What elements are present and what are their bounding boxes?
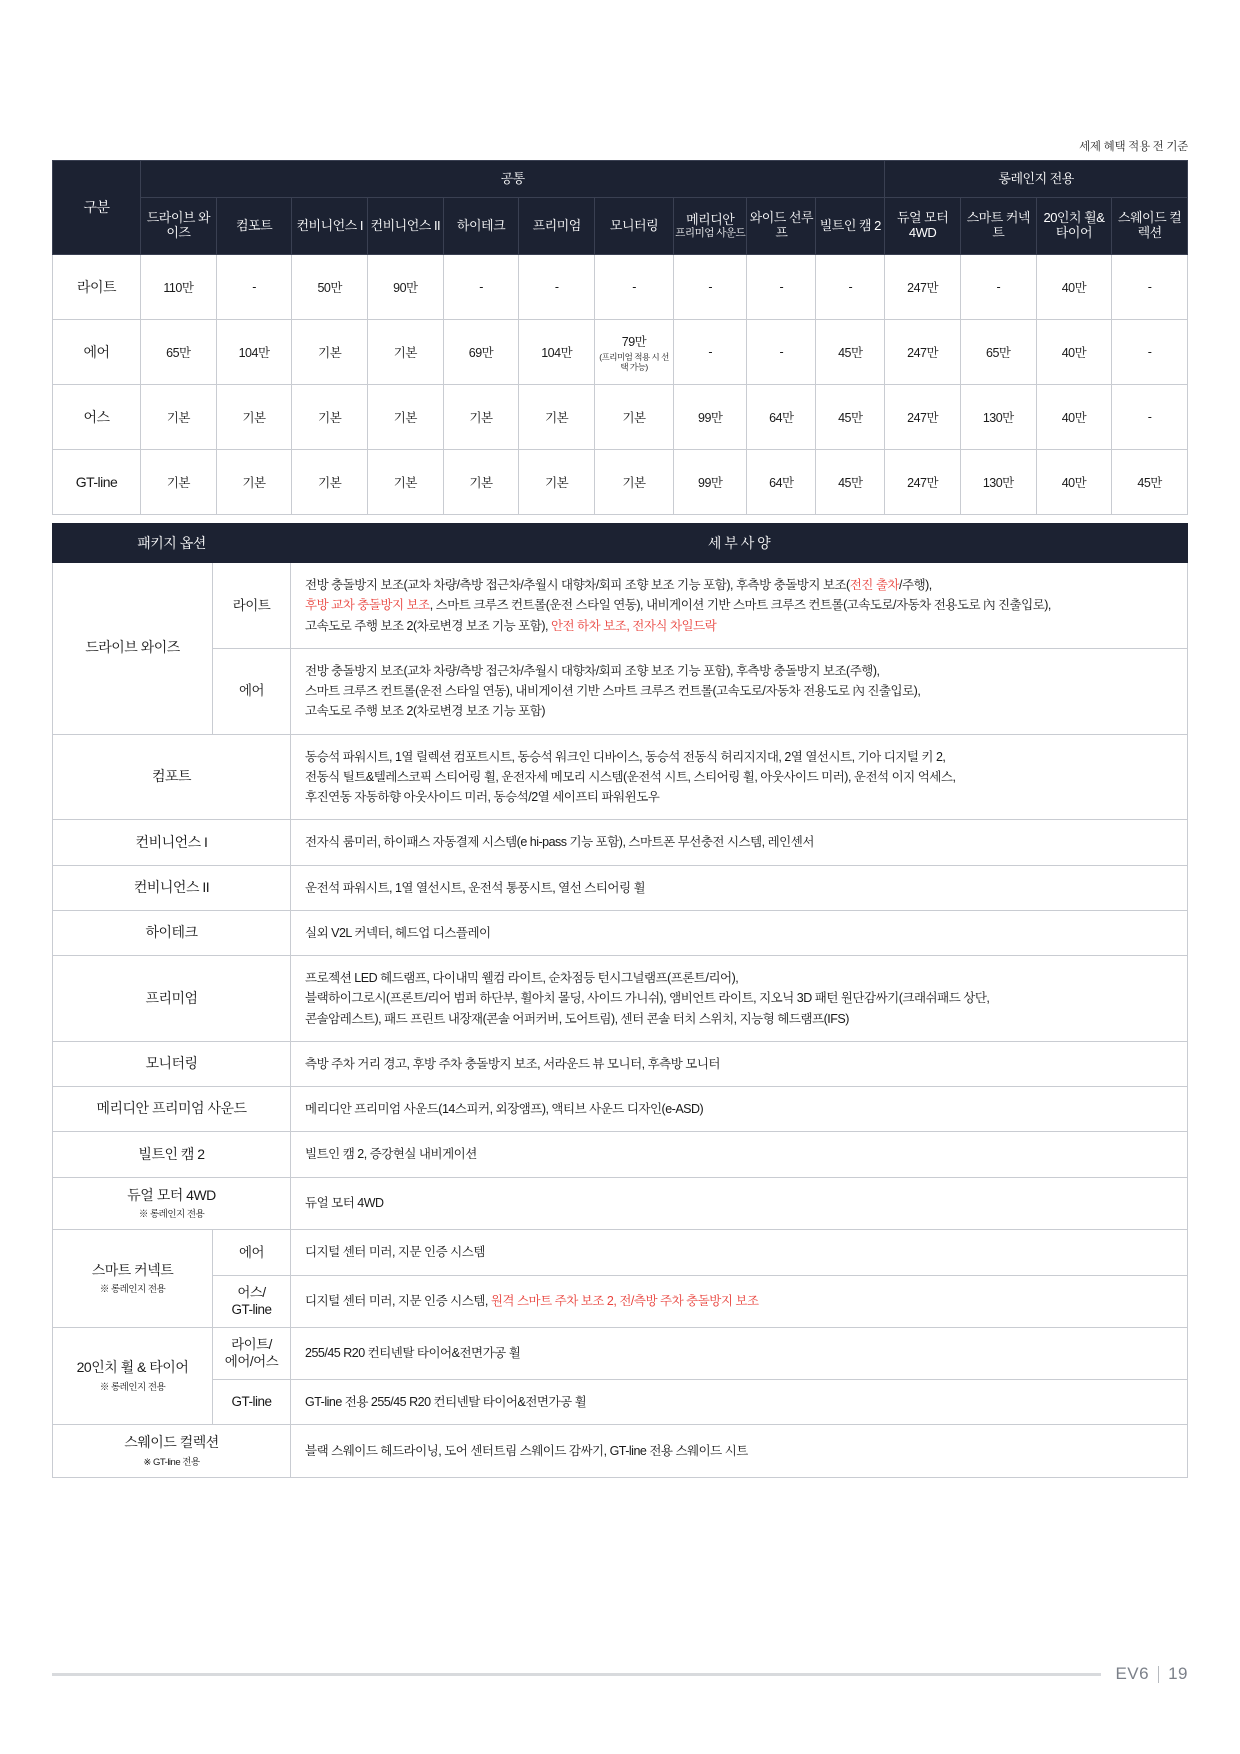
cell: 247만 [885, 385, 961, 450]
detail-spec-text [291, 734, 1188, 820]
spec-text: 디지털 센터 미러, 지문 인증 시스템, [305, 1294, 491, 1309]
cell: 247만 [885, 450, 961, 515]
cell: 40만 [1036, 255, 1112, 320]
spec-text: 전방 충돌방지 보조(교차 차량/측방 접근차/추월시 대향차/회피 조향 보조 기능 포함), 후측방 충돌방지 보조( [305, 578, 850, 592]
th-package-option: 패키지 옵션 [53, 524, 291, 563]
cell: 50만 [292, 255, 368, 320]
th-col-9: 빌트인 캠 2 [816, 198, 885, 255]
detail-spec-text [291, 1327, 1188, 1379]
cell: 130만 [960, 450, 1036, 515]
detail-row [53, 734, 1188, 820]
th-col-8: 와이드 선루프 [747, 198, 816, 255]
detail-row [53, 563, 1188, 649]
footer-page-info [1115, 1664, 1188, 1684]
footer-rule [52, 1673, 1101, 1676]
detail-row [53, 1327, 1188, 1379]
detail-category: 컨비니언스 I [53, 820, 291, 865]
th-col-12: 20인치 휠&타이어 [1036, 198, 1112, 255]
cell: 65만 [960, 320, 1036, 385]
spec-text: 블랙 스웨이드 헤드라이닝, 도어 센터트림 스웨이드 감싸기, GT-line 전용 스웨이드 시트 [305, 1443, 748, 1458]
cell: 기본 [443, 450, 519, 515]
detail-subcategory: 에어 [213, 1230, 291, 1275]
price-table-group-header-row [53, 161, 1188, 198]
detail-spec-text [291, 1177, 1188, 1230]
detail-spec-text [291, 865, 1188, 910]
cell: 45만 [816, 450, 885, 515]
page-footer [52, 1664, 1188, 1684]
detail-category: 모니터링 [53, 1041, 291, 1086]
detail-category: 하이테크 [53, 910, 291, 955]
th-group-common: 공통 [141, 161, 885, 198]
th-col-2: 컨비니언스 I [292, 198, 368, 255]
option-price-table [52, 160, 1188, 515]
th-col-11: 스마트 커넥트 [960, 198, 1036, 255]
detail-row [53, 1177, 1188, 1230]
cell: 64만 [747, 385, 816, 450]
detail-category-note: ※ 롱레인지 전용 [99, 1284, 166, 1296]
highlighted-text: 전진 출차 [849, 578, 900, 592]
th-col-10: 듀얼 모터 4WD [885, 198, 961, 255]
cell: - [1112, 385, 1188, 450]
footer-divider [1158, 1666, 1159, 1683]
spec-text: 콘솔암레스트), 패드 프린트 내장재(콘솔 어퍼커버, 도어트림), 센터 콘솔 터치 스위치, 지능형 헤드램프(IFS) [305, 1011, 849, 1026]
detail-category: 듀얼 모터 4WD ※ 롱레인지 전용 [53, 1177, 291, 1230]
detail-subcategory: 에어 [213, 648, 291, 734]
cell: 기본 [216, 385, 292, 450]
cell: 기본 [141, 385, 217, 450]
spec-text: 빌트인 캠 2, 증강현실 내비게이션 [305, 1147, 477, 1162]
cell: 기본 [292, 385, 368, 450]
highlighted-text: 안전 하차 보조, 전자식 차일드락 [550, 618, 717, 633]
cell: 65만 [141, 320, 217, 385]
detail-row [53, 956, 1188, 1042]
th-col-6: 모니터링 [595, 198, 674, 255]
spec-text: 전자식 룸미러, 하이패스 자동결제 시스템(e hi-pass 기능 포함), 스마트폰 무선충전 시스템, 레인센서 [305, 835, 814, 850]
th-col-4: 하이테크 [443, 198, 519, 255]
table-row [53, 255, 1188, 320]
cell: 45만 [1112, 450, 1188, 515]
highlighted-text: 원격 스마트 주차 보조 2, 전/측방 주차 충돌방지 보조 [490, 1294, 759, 1309]
spec-text: 고속도로 주행 보조 2(차로변경 보조 기능 포함) [305, 704, 545, 719]
cell: 40만 [1036, 320, 1112, 385]
cell: - [443, 255, 519, 320]
detail-row [53, 1132, 1188, 1177]
cell: 기본 [368, 385, 444, 450]
detail-spec-text [291, 910, 1188, 955]
cell: 기본 [595, 450, 674, 515]
detail-subcategory: GT-line [213, 1379, 291, 1424]
cell: 기본 [443, 385, 519, 450]
spec-text: 측방 주차 거리 경고, 후방 주차 충돌방지 보조, 서라운드 뷰 모니터, 후측방 모니터 [305, 1056, 721, 1071]
spec-text: 전방 충돌방지 보조(교차 차량/측방 접근차/추월시 대향차/회피 조향 보조 기능 포함), 후측방 충돌방지 보조(주행), [305, 663, 880, 678]
th-col-13: 스웨이드 컬렉션 [1112, 198, 1188, 255]
pre-tax-note: 세제 혜택 적용 전 기준 [1079, 141, 1188, 153]
cell: 기본 [519, 450, 595, 515]
footer-page-number: 19 [1168, 1664, 1188, 1683]
th-col-1: 컴포트 [216, 198, 292, 255]
cell: - [595, 255, 674, 320]
spec-text: 블랙하이그로시(프론트/리어 범퍼 하단부, 휠아치 몰딩, 사이드 가니쉬), 앰비언트 라이트, 지오닉 3D 패턴 원단감싸기(크래쉬패드 상단, [305, 991, 990, 1006]
detail-category: 컴포트 [53, 734, 291, 820]
cell: 45만 [816, 320, 885, 385]
table-row [53, 385, 1188, 450]
spec-text: GT-line 전용 255/45 R20 컨티넨탈 타이어&전면가공 휠 [305, 1394, 587, 1409]
detail-spec-text [291, 1041, 1188, 1086]
table-row [53, 450, 1188, 515]
detail-category-note: ※ 롱레인지 전용 [138, 1209, 205, 1221]
detail-spec-text [291, 1230, 1188, 1275]
spec-text: 메리디안 프리미엄 사운드(14스피커, 외장앰프), 액티브 사운드 디자인(e-ASD) [305, 1102, 704, 1116]
detail-spec-text [291, 1132, 1188, 1177]
detail-category: 컨비니언스 II [53, 865, 291, 910]
table-row [53, 320, 1188, 385]
cell: 기본 [519, 385, 595, 450]
row-label-gtline: GT-line [53, 450, 141, 515]
spec-text: 스마트 크루즈 컨트롤(운전 스타일 연동), 내비게이션 기반 스마트 크루즈 컨트롤(고속도로/자동차 전용도로 內 진출입로), [305, 684, 921, 698]
row-label-air: 에어 [53, 320, 141, 385]
cell: - [816, 255, 885, 320]
detail-row [53, 1425, 1188, 1478]
spec-text: 고속도로 주행 보조 2(차로변경 보조 기능 포함), [305, 618, 551, 633]
cell-monitoring: 79만 (프리미엄 적용 시 선택 가능) [595, 320, 674, 385]
detail-header-row [53, 524, 1188, 563]
cell: 기본 [292, 320, 368, 385]
detail-spec-text [291, 648, 1188, 734]
detail-row [53, 820, 1188, 865]
detail-row [53, 1275, 1188, 1327]
spec-text: 동승석 파워시트, 1열 릴렉션 컴포트시트, 동승석 워크인 디바이스, 동승석 전동식 허리지지대, 2열 열선시트, 기아 디지털 키 2, [305, 749, 946, 764]
detail-row [53, 1087, 1188, 1132]
detail-spec-text [291, 1275, 1188, 1327]
cell: 69만 [443, 320, 519, 385]
cell: 99만 [674, 385, 747, 450]
spec-text: 프로젝션 LED 헤드램프, 다이내믹 웰컴 라이트, 순차점등 턴시그널램프(프론트/리어), [305, 971, 739, 985]
detail-category-note: ※ 롱레인지 전용 [99, 1381, 166, 1393]
cell: 130만 [960, 385, 1036, 450]
cell: 기본 [216, 450, 292, 515]
spec-text: 듀얼 모터 4WD [305, 1196, 384, 1211]
price-table-column-header-row [53, 198, 1188, 255]
cell: 기본 [292, 450, 368, 515]
spec-text: 255/45 R20 컨티넨탈 타이어&전면가공 휠 [305, 1346, 521, 1361]
detail-row [53, 1041, 1188, 1086]
detail-row [53, 865, 1188, 910]
cell-note: (프리미엄 적용 시 선택 가능) [599, 351, 669, 372]
cell: 247만 [885, 255, 961, 320]
cell: - [747, 255, 816, 320]
cell: 기본 [368, 320, 444, 385]
cell: 기본 [595, 385, 674, 450]
spec-text: 운전석 파워시트, 1열 열선시트, 운전석 통풍시트, 열선 스티어링 휠 [305, 880, 646, 895]
detail-row [53, 648, 1188, 734]
detail-spec-text [291, 820, 1188, 865]
detail-category: 드라이브 와이즈 [53, 563, 213, 735]
th-group-longrange: 롱레인지 전용 [885, 161, 1188, 198]
detail-subcategory: 라이트 [213, 563, 291, 649]
cell: 90만 [368, 255, 444, 320]
detail-spec-text [291, 1379, 1188, 1424]
detail-subcategory: 어스/ GT-line [213, 1275, 291, 1327]
detail-category: 스웨이드 컬렉션 ※ GT-line 전용 [53, 1425, 291, 1478]
cell: 104만 [216, 320, 292, 385]
detail-spec-text [291, 956, 1188, 1042]
spec-text: 디지털 센터 미러, 지문 인증 시스템 [305, 1245, 485, 1260]
row-label-light: 라이트 [53, 255, 141, 320]
spec-text: 실외 V2L 커넥터, 헤드업 디스플레이 [305, 925, 491, 940]
detail-category: 메리디안 프리미엄 사운드 [53, 1087, 291, 1132]
detail-subcategory: 라이트/ 에어/어스 [213, 1327, 291, 1379]
spec-text: 후진연동 자동하향 아웃사이드 미러, 동승석/2열 세이프티 파워윈도우 [305, 790, 660, 804]
detail-row [53, 910, 1188, 955]
highlighted-text: 후방 교차 충돌방지 보조 [305, 598, 430, 613]
detail-spec-text [291, 1087, 1188, 1132]
detail-row [53, 1230, 1188, 1275]
th-gubun: 구분 [53, 161, 141, 255]
package-detail-table [52, 523, 1188, 1478]
cell: 45만 [816, 385, 885, 450]
cell: - [1112, 320, 1188, 385]
row-label-earth: 어스 [53, 385, 141, 450]
detail-table-body [53, 563, 1188, 1478]
cell: 110만 [141, 255, 217, 320]
cell: - [960, 255, 1036, 320]
detail-category: 스마트 커넥트 ※ 롱레인지 전용 [53, 1230, 213, 1327]
th-detail-spec: 세 부 사 양 [291, 524, 1188, 563]
detail-row [53, 1379, 1188, 1424]
cell: 64만 [747, 450, 816, 515]
cell: 기본 [368, 450, 444, 515]
spec-text: 전동식 틸트&텔레스코픽 스티어링 휠, 운전자세 메모리 시스템(운전석 시트, 스티어링 휠, 아웃사이드 미러), 운전석 이지 억세스, [305, 769, 956, 784]
th-col-0: 드라이브 와이즈 [141, 198, 217, 255]
cell: - [674, 255, 747, 320]
cell: 기본 [141, 450, 217, 515]
cell: 104만 [519, 320, 595, 385]
th-col-5: 프리미엄 [519, 198, 595, 255]
cell: 247만 [885, 320, 961, 385]
detail-spec-text [291, 1425, 1188, 1478]
cell: - [747, 320, 816, 385]
cell: - [674, 320, 747, 385]
cell: 99만 [674, 450, 747, 515]
detail-spec-text [291, 563, 1188, 649]
th-col-3: 컨비니언스 II [368, 198, 444, 255]
footer-model: EV6 [1115, 1664, 1150, 1683]
cell: - [519, 255, 595, 320]
detail-category: 20인치 휠 & 타이어 ※ 롱레인지 전용 [53, 1327, 213, 1424]
cell: 40만 [1036, 385, 1112, 450]
detail-category: 빌트인 캠 2 [53, 1132, 291, 1177]
cell: 40만 [1036, 450, 1112, 515]
spec-text: /주행), [899, 578, 932, 592]
cell: - [1112, 255, 1188, 320]
detail-category-note: ※ GT-line 전용 [143, 1456, 200, 1468]
detail-category: 프리미엄 [53, 956, 291, 1042]
spec-text: , 스마트 크루즈 컨트롤(운전 스타일 연동), 내비게이션 기반 스마트 크루즈 컨트롤(고속도로/자동차 전용도로 內 진출입로), [429, 598, 1051, 613]
cell: - [216, 255, 292, 320]
th-col-7: 메리디안 프리미엄 사운드 [674, 198, 747, 255]
